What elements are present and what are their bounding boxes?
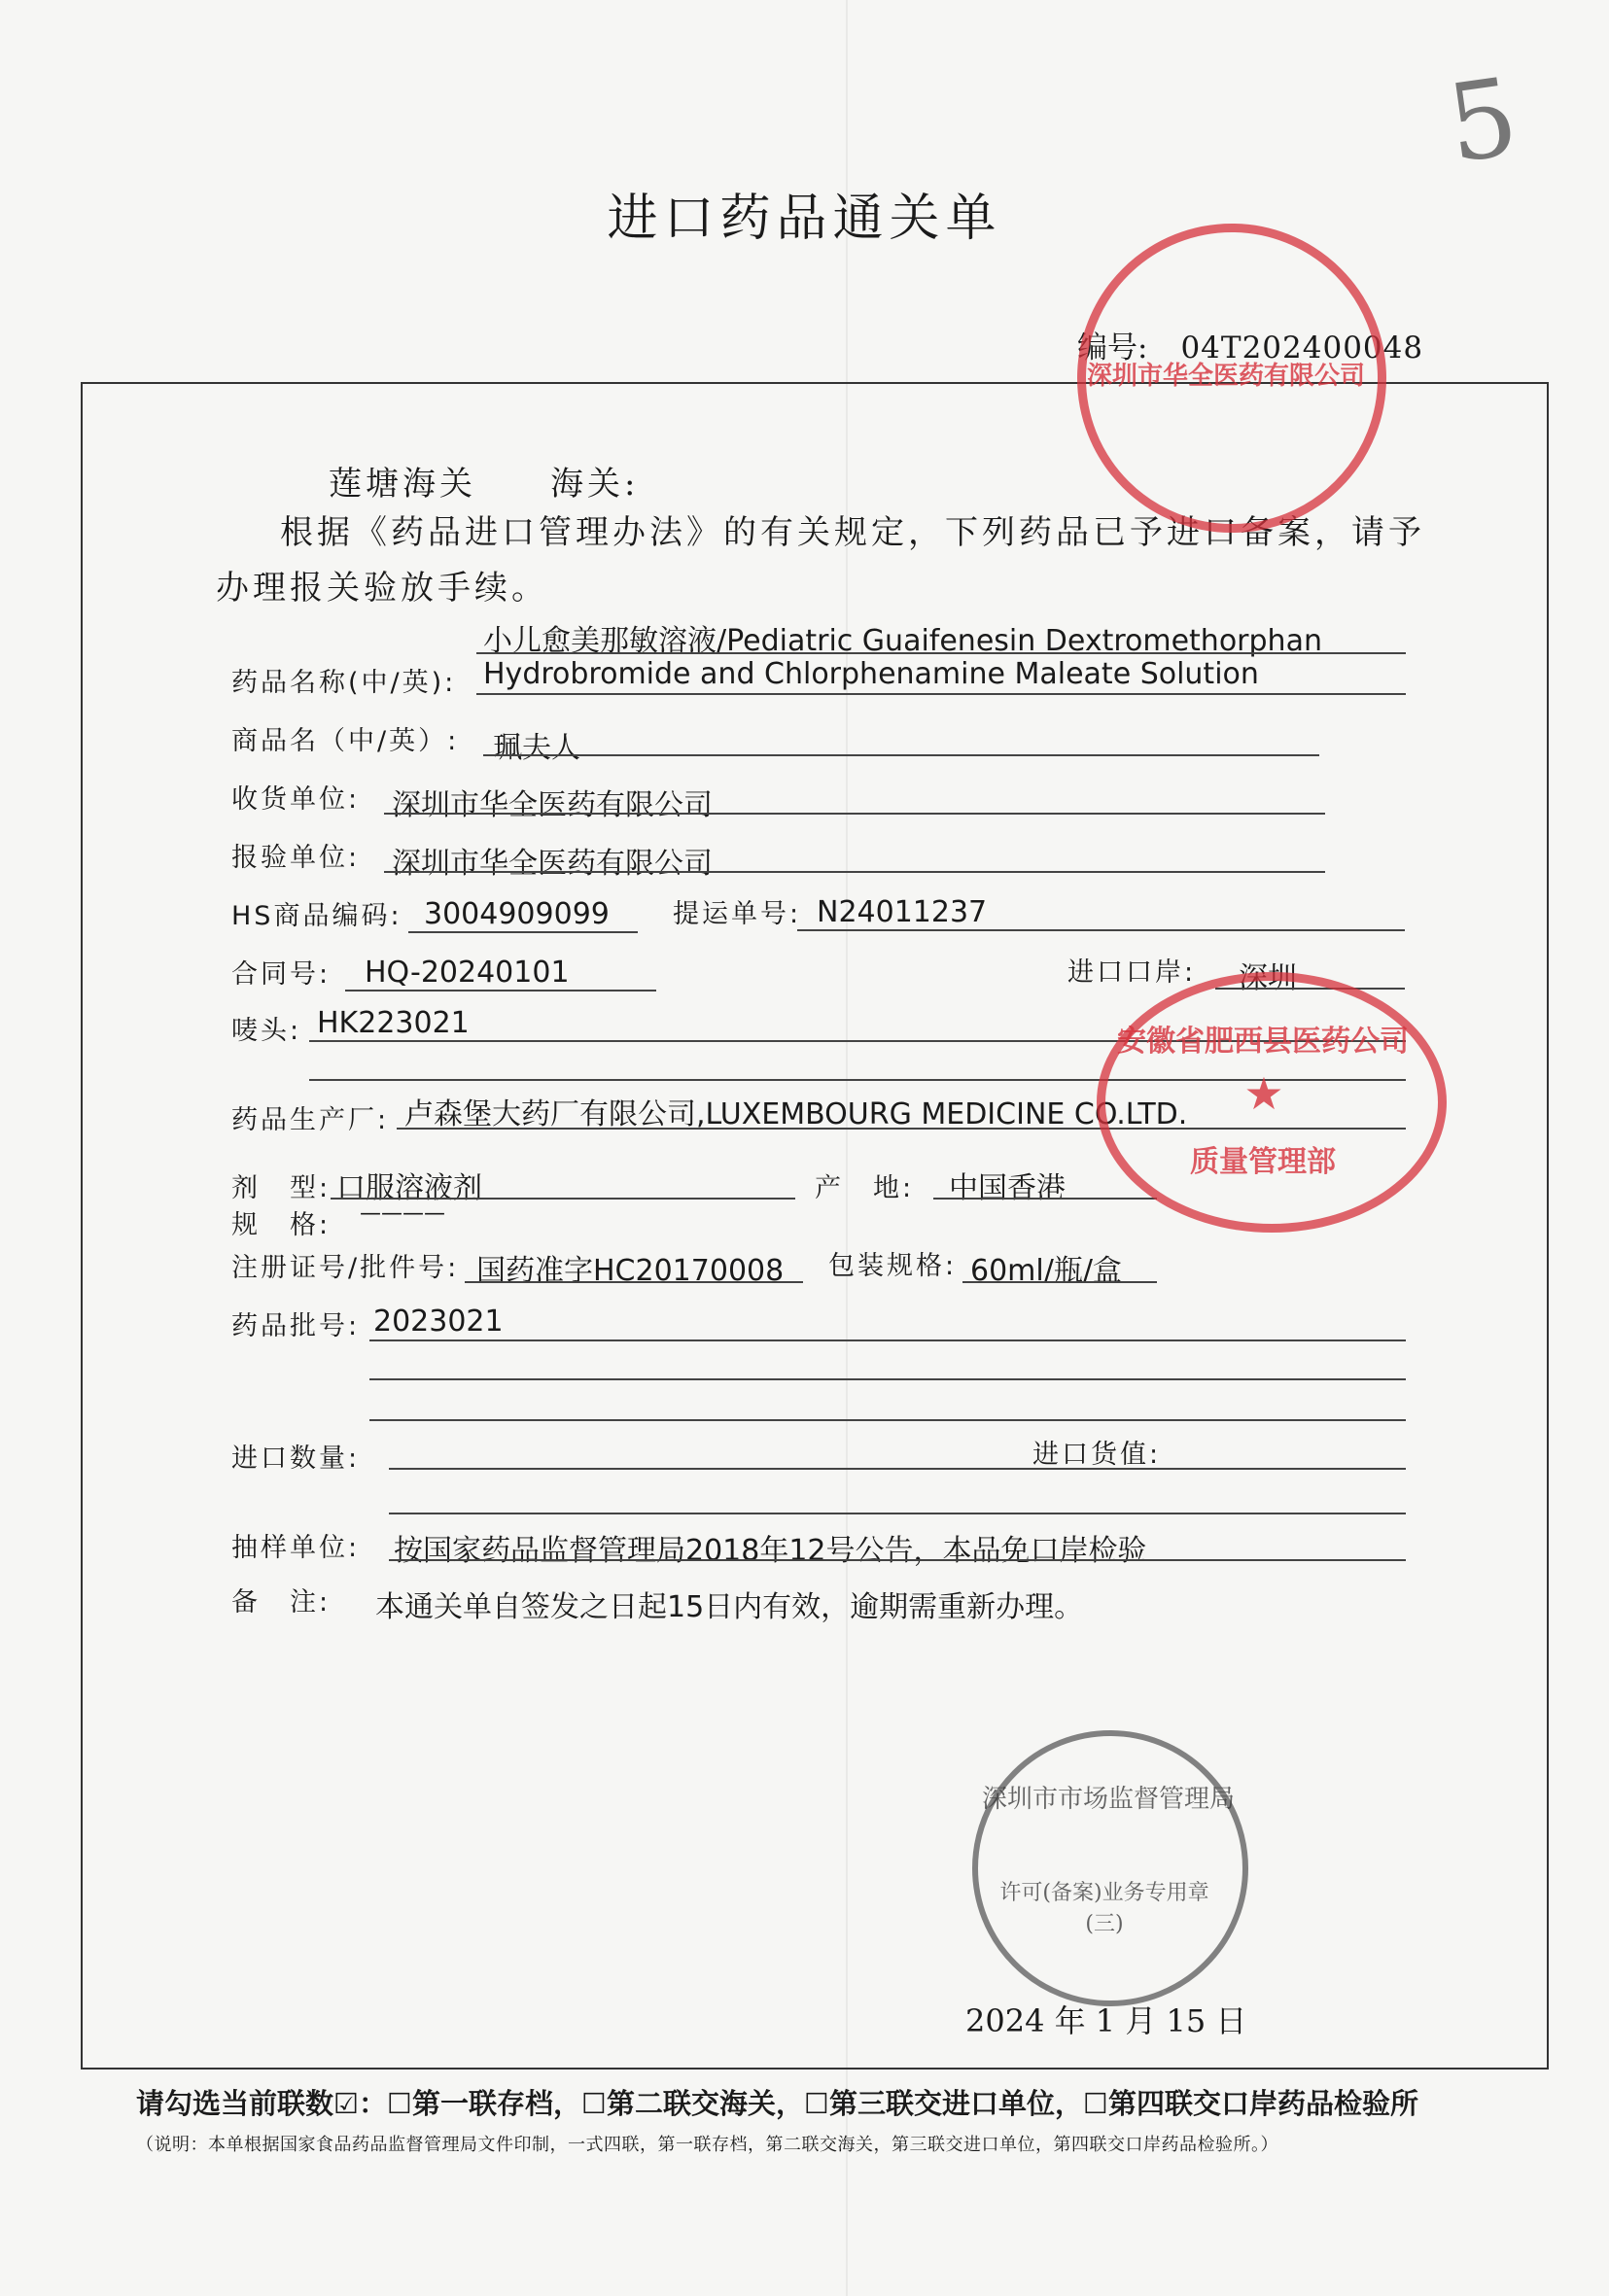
registration-label: 注册证号/批件号: [231, 1253, 460, 1283]
underline [465, 1281, 803, 1283]
shipping-mark-value: HK223021 [317, 1006, 470, 1040]
underline [389, 1468, 1406, 1470]
sampling-unit-label: 抽样单位: [231, 1533, 361, 1563]
underline [389, 1559, 1406, 1561]
quality-dept-seal-subtext: 质量管理部 [1190, 1145, 1336, 1179]
handwritten-page-mark: 5 [1440, 53, 1525, 188]
inspection-unit-label: 报验单位: [231, 843, 361, 873]
underline [933, 1198, 1157, 1200]
port-value: 深圳 [1239, 961, 1297, 995]
bill-number-value: N24011237 [817, 895, 988, 929]
issue-date: 2024 年 1 月 15 日 [965, 2002, 1247, 2039]
contract-value: HQ-20240101 [365, 956, 570, 990]
company-seal-text: 深圳市华全医药有限公司 [1087, 362, 1366, 391]
customs-addressee: 莲塘海关 海关: [329, 465, 640, 504]
registration-value: 国药准字HC20170008 [476, 1254, 785, 1288]
underline [331, 1198, 795, 1200]
sampling-unit-value: 按国家药品监督管理局2018年12号公告，本品免口岸检验 [394, 1534, 1147, 1568]
document-title: 进口药品通关单 [607, 190, 1002, 248]
dosage-form-label: 剂 型: [231, 1173, 332, 1203]
underline [389, 1513, 1406, 1514]
consignee-value: 深圳市华全医药有限公司 [392, 788, 713, 822]
market-regulation-seal-subtext: 许可(备案)业务专用章 [999, 1881, 1209, 1905]
port-label: 进口口岸: [1067, 957, 1197, 988]
market-regulation-seal-stamp [972, 1730, 1248, 2006]
remarks-value: 本通关单自签发之日起15日内有效，逾期需重新办理。 [375, 1590, 1084, 1624]
serial-number: 04T202400048 [1180, 330, 1424, 365]
inspection-unit-value: 深圳市华全医药有限公司 [392, 847, 713, 881]
quality-dept-seal-text: 安徽省肥西县医药公司 [1117, 1025, 1409, 1059]
remarks-label: 备 注: [231, 1587, 332, 1618]
drug-name-line-2: Hydrobromide and Chlorphenamine Maleate Solution [483, 657, 1259, 691]
serial-label: 编号: [1077, 330, 1148, 365]
contract-label: 合同号: [231, 959, 332, 990]
dosage-form-value: 口服溶液剂 [336, 1171, 482, 1205]
batch-number-value: 2023021 [373, 1305, 504, 1339]
intro-line-2: 办理报关验放手续。 [216, 569, 548, 608]
import-quantity-label: 进口数量: [231, 1444, 361, 1474]
drug-name-label: 药品名称(中/英): [231, 668, 457, 698]
underline [369, 1419, 1406, 1421]
import-value-label: 进口货值: [1032, 1440, 1162, 1470]
underline [476, 652, 1406, 654]
intro-line-1: 根据《药品进口管理办法》的有关规定，下列药品已予进口备案，请予 [280, 513, 1425, 552]
underline [369, 1339, 1406, 1341]
underline [384, 871, 1325, 873]
star-icon: ★ [1243, 1067, 1284, 1120]
market-regulation-seal-subtext-2: (三) [1085, 1912, 1124, 1936]
spec-label: 规 格: [231, 1210, 332, 1240]
origin-label: 产 地: [815, 1173, 915, 1203]
underline [384, 813, 1325, 815]
drug-name-line-1: 小儿愈美那敏溶液/Pediatric Guaifenesin Dextromethorphan [483, 624, 1322, 658]
trade-name-label: 商品名（中/英）: [231, 726, 460, 756]
manufacturer-value: 卢森堡大药厂有限公司,LUXEMBOURG MEDICINE CO.LTD. [404, 1097, 1188, 1131]
copy-selection-line: 请勾选当前联数☑：☐第一联存档，☐第二联交海关，☐第三联交进口单位，☐第四联交口岸药品检验所 [136, 2087, 1418, 2120]
batch-number-label: 药品批号: [231, 1311, 361, 1341]
hs-code-label: HS商品编码: [231, 901, 402, 931]
underline [345, 990, 656, 991]
packaging-value: 60ml/瓶/盒 [970, 1254, 1122, 1288]
hs-code-value: 3004909099 [424, 897, 610, 931]
manufacturer-label: 药品生产厂: [231, 1105, 390, 1135]
trade-name-value: 珮夫人 [493, 731, 580, 765]
underline [369, 1378, 1406, 1380]
bill-number-label: 提运单号: [673, 899, 802, 929]
packaging-label: 包装规格: [828, 1251, 958, 1281]
spec-value: ———— [360, 1201, 445, 1226]
consignee-label: 收货单位: [231, 784, 361, 815]
underline [476, 693, 1406, 695]
market-regulation-seal-text: 深圳市市场监督管理局 [982, 1785, 1236, 1814]
underline [483, 754, 1319, 756]
shipping-mark-label: 唛头: [231, 1016, 302, 1046]
underline [962, 1281, 1157, 1283]
underline [408, 931, 638, 933]
origin-value: 中国香港 [949, 1171, 1066, 1205]
underline [797, 929, 1405, 931]
footer-note: （说明：本单根据国家食品药品监督管理局文件印制，一式四联，第一联存档，第二联交海关，第三联交进口单位，第四联交口岸药品检验所。） [136, 2135, 1278, 2155]
